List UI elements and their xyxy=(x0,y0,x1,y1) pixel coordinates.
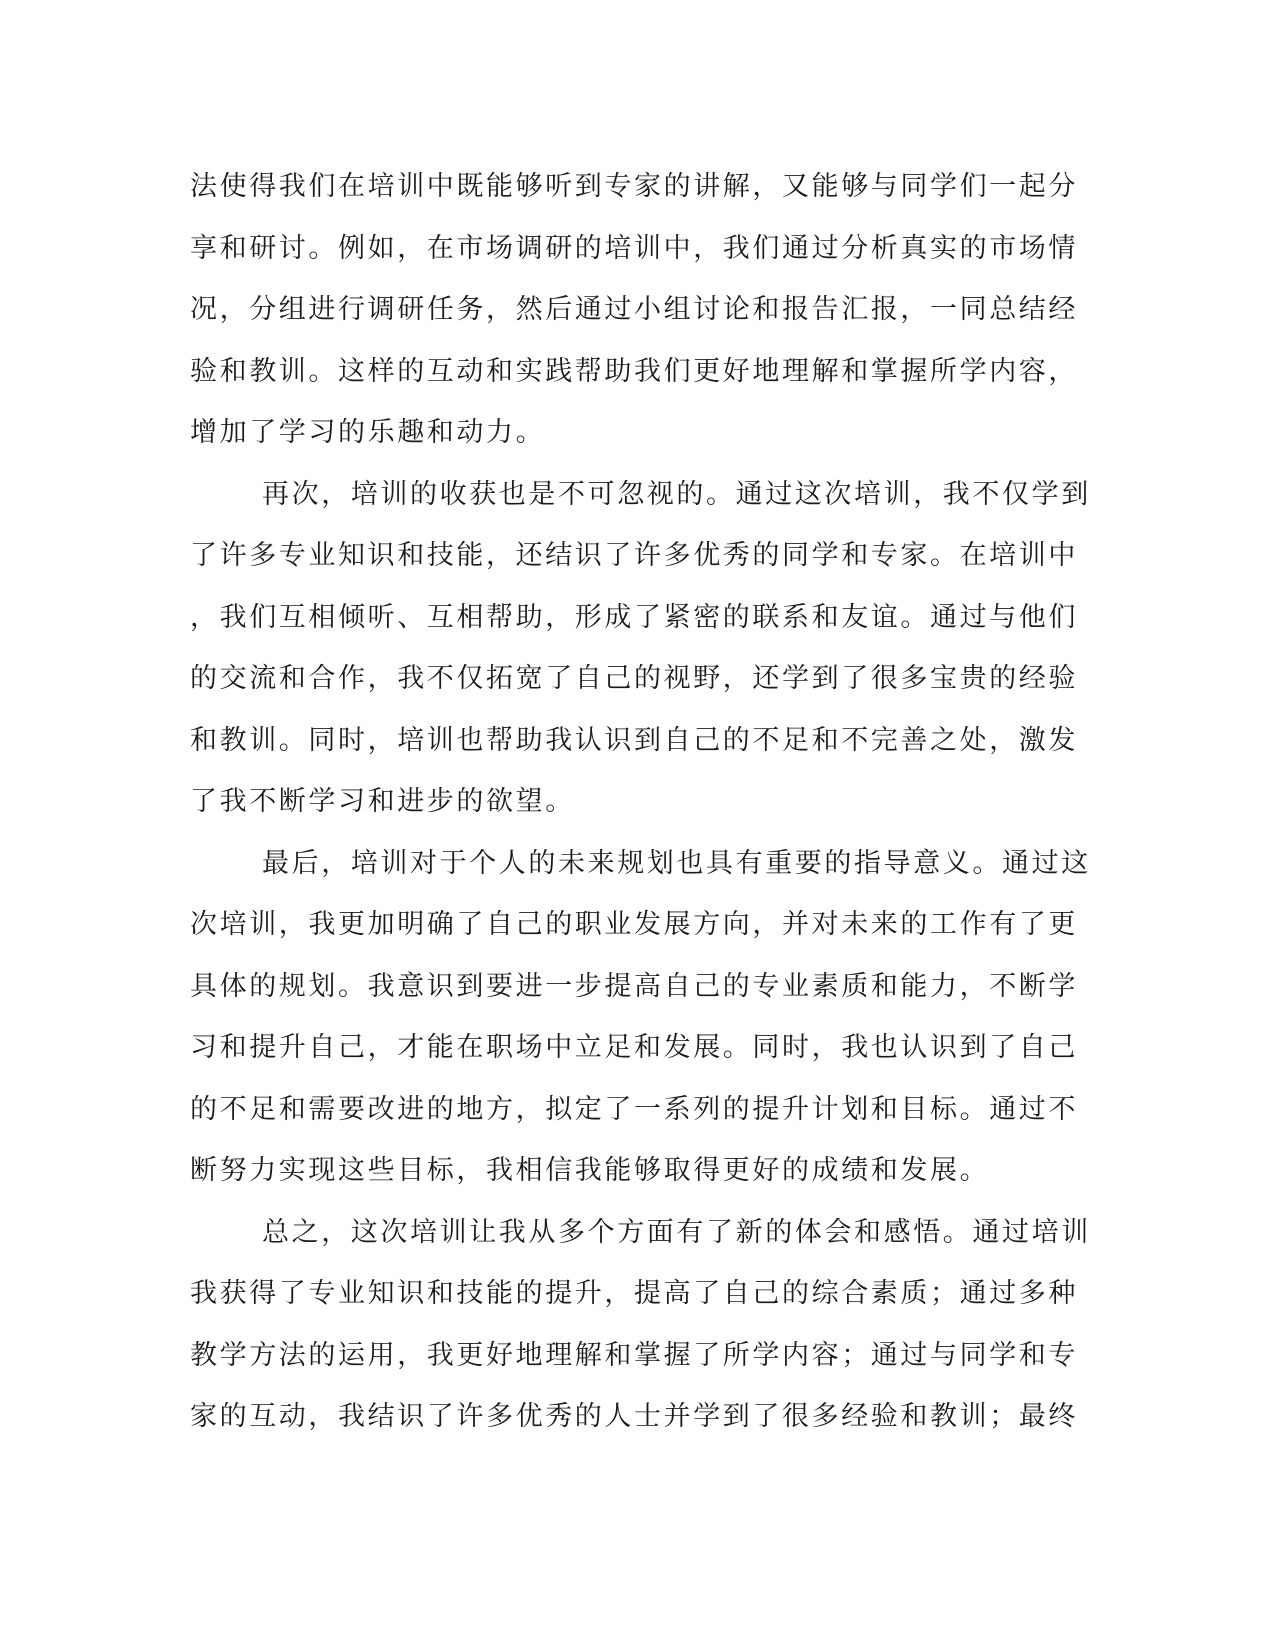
text-line: 我获得了专业知识和技能的提升，提高了自己的综合素质；通过多种 xyxy=(190,1278,1078,1309)
text-line: 享和研讨。例如，在市场调研的培训中，我们通过分析真实的市场情 xyxy=(190,232,1078,264)
paragraph-start-line: 再次，培训的收获也是不可忽视的。通过这次培训，我不仅学到 xyxy=(262,478,1091,510)
text-line: 增加了学习的乐趣和动力。 xyxy=(190,417,546,448)
text-line: 的不足和需要改进的地方，拟定了一系列的提升计划和目标。通过不 xyxy=(190,1093,1078,1125)
text-line: 的交流和合作，我不仅拓宽了自己的视野，还学到了很多宝贵的经验 xyxy=(190,663,1078,694)
text-line: 具体的规划。我意识到要进一步提高自己的专业素质和能力，不断学 xyxy=(190,970,1078,1002)
text-line: 了我不断学习和进步的欲望。 xyxy=(190,786,575,817)
paragraph-start-line: 最后，培训对于个人的未来规划也具有重要的指导意义。通过这 xyxy=(262,847,1091,879)
text-line: 教学方法的运用，我更好地理解和掌握了所学内容；通过与同学和专 xyxy=(190,1339,1078,1371)
body-text xyxy=(190,156,1091,1448)
text-line: 了许多专业知识和技能，还结识了许多优秀的同学和专家。在培训中 xyxy=(190,540,1078,571)
text-line: 验和教训。这样的互动和实践帮助我们更好地理解和掌握所学内容， xyxy=(190,355,1078,387)
text-line: 法使得我们在培训中既能够听到专家的讲解，又能够与同学们一起分 xyxy=(190,171,1078,202)
text-line: 次培训，我更加明确了自己的职业发展方向，并对未来的工作有了更 xyxy=(190,909,1078,940)
text-line: ，我们互相倾听、互相帮助，形成了紧密的联系和友谊。通过与他们 xyxy=(190,601,1078,633)
text-line: 况，分组进行调研任务，然后通过小组讨论和报告汇报，一同总结经 xyxy=(190,294,1078,325)
text-line: 和教训。同时，培训也帮助我认识到自己的不足和不完善之处，激发 xyxy=(190,724,1078,756)
paragraph-start-line: 总之，这次培训让我从多个方面有了新的体会和感悟。通过培训 xyxy=(262,1216,1091,1248)
text-line: 断努力实现这些目标，我相信我能够取得更好的成绩和发展。 xyxy=(190,1155,990,1186)
text-line: 习和提升自己，才能在职场中立足和发展。同时，我也认识到了自己 xyxy=(190,1032,1078,1063)
text-line: 家的互动，我结识了许多优秀的人士并学到了很多经验和教训；最终 xyxy=(190,1401,1078,1432)
